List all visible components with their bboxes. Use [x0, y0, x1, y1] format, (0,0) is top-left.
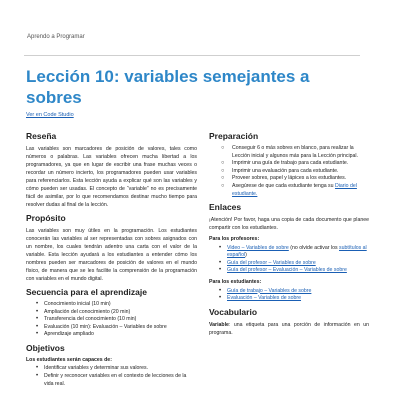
secuencia-heading: Secuencia para el aprendizaje [26, 287, 147, 297]
list-item [227, 245, 369, 260]
profesores-label: Para los profesores: [209, 236, 260, 243]
proposito-heading: Propósito [26, 213, 66, 223]
diario-link[interactable]: Diario del estudiante. [232, 182, 357, 197]
preparacion-checklist [209, 145, 369, 198]
header-divider [24, 55, 360, 56]
list-item [227, 267, 369, 275]
video-link[interactable]: Video – Variables de sobre [227, 244, 289, 251]
list-item [227, 295, 369, 303]
checklist-item [232, 183, 369, 198]
secuencia-list [26, 301, 197, 339]
list-item: • Evaluación (10 min): Evaluación – Variables de sobre [44, 324, 197, 332]
code-studio-link[interactable]: Ver en Code Studio [26, 112, 74, 118]
right-column [209, 128, 369, 341]
checklist-item: ○ Imprimir una evaluación para cada estudiante. [232, 168, 369, 176]
vocabulario-heading: Vocabulario [209, 306, 258, 317]
teacher-assessment-link[interactable]: Guía del profesor – Evaluación – Variables de sobre [227, 267, 347, 274]
profesores-links [209, 245, 369, 275]
checklist-item-text: Asegúrese de que cada estudiante tenga su [232, 182, 334, 189]
checklist-item: ○ Imprimir una guía de trabajo para cada estudiante. [232, 160, 369, 168]
video-note: (no olvide activar los [290, 244, 338, 251]
estudiantes-label: Para los estudiantes: [209, 279, 262, 286]
vocabulario-term: Variable [209, 321, 229, 328]
resena-heading: Reseña [26, 131, 57, 141]
list-item [227, 260, 369, 268]
document-header: Aprendo a Programar [27, 34, 85, 40]
checklist-item: ○ Conseguir 6 o más sobres en blanco, para realizar la Lección inicial y algunos más para la Lección principal. [232, 145, 369, 160]
preparacion-heading: Preparación [209, 131, 259, 141]
video-note-end: ) [245, 252, 247, 259]
student-assessment-link[interactable]: Evaluación – Variables de sobre [227, 295, 302, 302]
objetivos-heading: Objetivos [26, 342, 65, 353]
list-item: • Ampliación del conocimiento (20 min) [44, 309, 197, 317]
left-column [26, 128, 197, 392]
page-title: Lección 10: variables semejantes a sobres [26, 67, 310, 107]
objetivos-list [26, 365, 197, 388]
vocabulario-entry [209, 321, 369, 337]
list-item: • Identificar variables y determinar sus valores. [44, 365, 197, 373]
worksheet-link[interactable]: Guía de trabajo – Variables de sobre [227, 287, 312, 294]
list-item: • Definir y reconocer variables en el contexto de lecciones de la vida real. [44, 373, 197, 388]
checklist-item: ○ Proveer sobres, papel y lápices a los estudiantes. [232, 175, 369, 183]
subtitles-link[interactable]: subtítulos al español [227, 244, 367, 259]
teacher-guide-link[interactable]: Guía del profesor – Variables de sobre [227, 259, 316, 266]
vocabulario-definition: : una etiqueta para una porción de información en un programa. [209, 321, 369, 336]
list-item [227, 288, 369, 296]
objetivos-intro: Los estudiantes serán capaces de: [26, 356, 112, 363]
resena-text: Las variables son marcadores de posición de valores, tales como números o palabras. Las variables ofrecen mucha libertad a los programadores, ya que en lugar de escribir una frase muchas veces o recordar un número incierto, los programadores pueden usar variables para referenciarlos. Esta lección ayuda a explicar qué son las variables y cómo pueden ser usadas. El concepto de “variable” no es precisamente fácil de asimilar, por lo que recomendamos destinar mucho tiempo para resolver dudas al final de la lección. [26, 146, 197, 208]
list-item: • Aprendizaje ampliado [44, 331, 197, 339]
enlaces-heading: Enlaces [209, 202, 242, 213]
enlaces-text: ¡Atención! Por favor, haga una copia de cada documento que planee compartir con los estudiantes. [209, 217, 369, 232]
estudiantes-links [209, 288, 369, 303]
proposito-text: Las variables son muy útiles en la programación. Los estudiantes conocerán las variables al ser representadas con sobres asignados con un nombre, los cuales tendrán adentro una carta con el valor de la variable. Esta lección ayudará a los estudiantes a entender cómo los nombres pueden ser marcadores de posición de valores en el mundo físico, de manera que se les facilite la comprensión de la programación con variables en el mundo digital. [26, 228, 197, 282]
list-item: • Transferencia del conocimiento (10 min) [44, 316, 197, 324]
list-item: • Conocimiento inicial (10 min) [44, 301, 197, 309]
